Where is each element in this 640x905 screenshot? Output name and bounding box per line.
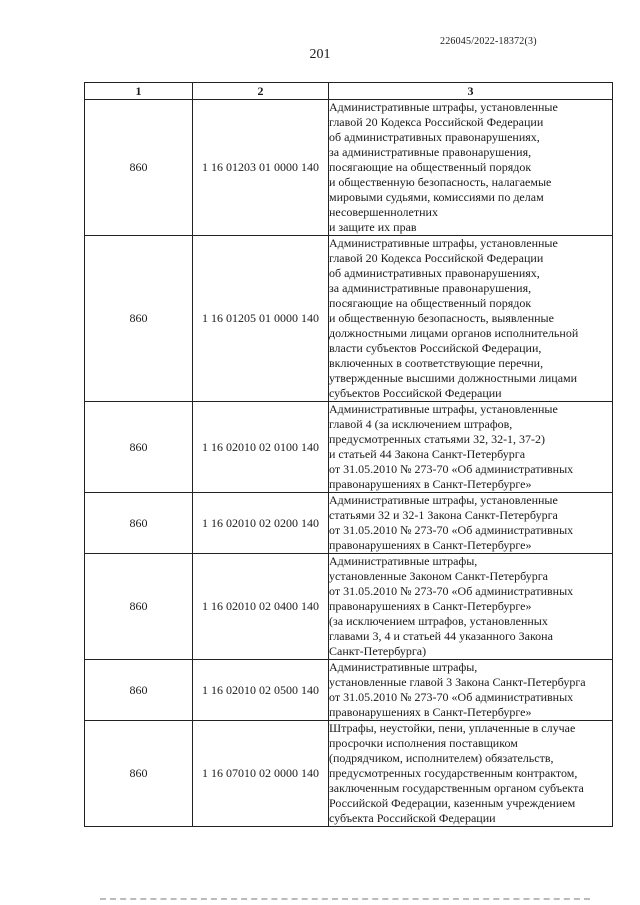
- description-line: субъектов Российской Федерации: [329, 386, 502, 400]
- revenue-code-cell: 1 16 07010 02 0000 140: [193, 721, 329, 827]
- table-row: [85, 493, 613, 554]
- description-line: и общественную безопасность, выявленные: [329, 311, 554, 325]
- description-line: главой 20 Кодекса Российской Федерации: [329, 251, 544, 265]
- description-line: правонарушениях в Санкт-Петербурге»: [329, 705, 532, 719]
- revenue-code-cell: 1 16 01205 01 0000 140: [193, 236, 329, 402]
- description-line: просрочки исполнения поставщиком: [329, 736, 518, 750]
- description-cell: [329, 100, 613, 236]
- description-cell: [329, 721, 613, 827]
- revenue-code-cell: 1 16 02010 02 0100 140: [193, 402, 329, 493]
- description-cell: [329, 493, 613, 554]
- description-line: установленные главой 3 Закона Санкт-Петербурга: [329, 675, 586, 689]
- description-line: Административные штрафы, установленные: [329, 402, 558, 416]
- description-line: от 31.05.2010 № 273-70 «Об административных: [329, 690, 574, 704]
- description-line: главой 4 (за исключением штрафов,: [329, 417, 513, 431]
- description-cell: [329, 236, 613, 402]
- document-id: 226045/2022-18372(3): [440, 36, 537, 47]
- table-row: [85, 100, 613, 236]
- description-line: включенных в соответствующие перечни,: [329, 356, 544, 370]
- table-row: [85, 402, 613, 493]
- description-line: и статьей 44 Закона Санкт-Петербурга: [329, 447, 526, 461]
- description-line: Административные штрафы, установленные: [329, 236, 558, 250]
- description-line: (подрядчиком, исполнителем) обязательств,: [329, 751, 554, 765]
- column-header-1: 1: [85, 83, 193, 100]
- description-line: власти субъектов Российской Федерации,: [329, 341, 542, 355]
- description-line: утвержденные высшими должностными лицами: [329, 371, 578, 385]
- description-line: за административные правонарушения,: [329, 281, 532, 295]
- description-line: от 31.05.2010 № 273-70 «Об административных: [329, 523, 574, 537]
- footer-scan-marks: [100, 898, 590, 903]
- administrator-code-cell: 860: [85, 660, 193, 721]
- budget-codes-table: [84, 82, 613, 827]
- description-line: Административные штрафы,: [329, 660, 478, 674]
- description-line: Штрафы, неустойки, пени, уплаченные в случае: [329, 721, 576, 735]
- revenue-code-cell: 1 16 02010 02 0200 140: [193, 493, 329, 554]
- table-row: [85, 554, 613, 660]
- description-cell: [329, 660, 613, 721]
- table-header-row: [85, 83, 613, 100]
- description-line: Санкт-Петербурга): [329, 644, 427, 658]
- description-line: Российской Федерации, казенным учреждением: [329, 796, 576, 810]
- description-line: Административные штрафы, установленные: [329, 493, 558, 507]
- description-line: главой 20 Кодекса Российской Федерации: [329, 115, 544, 129]
- administrator-code-cell: 860: [85, 236, 193, 402]
- description-line: предусмотренных государственным контрактом,: [329, 766, 578, 780]
- table-row: [85, 660, 613, 721]
- description-line: заключенным государственным органом субъекта: [329, 781, 584, 795]
- description-line: главами 3, 4 и статьей 44 указанного Закона: [329, 629, 553, 643]
- column-header-3: 3: [329, 83, 613, 100]
- description-cell: [329, 554, 613, 660]
- description-line: правонарушениях в Санкт-Петербурге»: [329, 538, 532, 552]
- description-line: Административные штрафы,: [329, 554, 478, 568]
- description-line: от 31.05.2010 № 273-70 «Об административных: [329, 462, 574, 476]
- administrator-code-cell: 860: [85, 721, 193, 827]
- description-line: за административные правонарушения,: [329, 145, 532, 159]
- description-line: статьями 32 и 32-1 Закона Санкт-Петербурга: [329, 508, 558, 522]
- description-line: посягающие на общественный порядок: [329, 160, 532, 174]
- description-line: несовершеннолетних: [329, 205, 438, 219]
- description-line: правонарушениях в Санкт-Петербурге»: [329, 599, 532, 613]
- description-line: правонарушениях в Санкт-Петербурге»: [329, 477, 532, 491]
- table-row: [85, 721, 613, 827]
- description-line: Административные штрафы, установленные: [329, 100, 558, 114]
- table-row: [85, 236, 613, 402]
- page-number: 201: [309, 47, 331, 62]
- description-line: субъекта Российской Федерации: [329, 811, 496, 825]
- administrator-code-cell: 860: [85, 100, 193, 236]
- description-cell: [329, 402, 613, 493]
- column-header-2: 2: [193, 83, 329, 100]
- description-line: от 31.05.2010 № 273-70 «Об административных: [329, 584, 574, 598]
- description-line: и общественную безопасность, налагаемые: [329, 175, 552, 189]
- description-line: должностными лицами органов исполнительной: [329, 326, 579, 340]
- description-line: об административных правонарушениях,: [329, 130, 540, 144]
- revenue-code-cell: 1 16 02010 02 0400 140: [193, 554, 329, 660]
- description-line: и защите их прав: [329, 220, 417, 234]
- revenue-code-cell: 1 16 01203 01 0000 140: [193, 100, 329, 236]
- administrator-code-cell: 860: [85, 554, 193, 660]
- revenue-code-cell: 1 16 02010 02 0500 140: [193, 660, 329, 721]
- description-line: (за исключением штрафов, установленных: [329, 614, 548, 628]
- administrator-code-cell: 860: [85, 402, 193, 493]
- description-line: посягающие на общественный порядок: [329, 296, 532, 310]
- description-line: установленные Законом Санкт-Петербурга: [329, 569, 548, 583]
- description-line: об административных правонарушениях,: [329, 266, 540, 280]
- administrator-code-cell: 860: [85, 493, 193, 554]
- description-line: мировыми судьями, комиссиями по делам: [329, 190, 544, 204]
- description-line: предусмотренных статьями 32, 32-1, 37-2): [329, 432, 546, 446]
